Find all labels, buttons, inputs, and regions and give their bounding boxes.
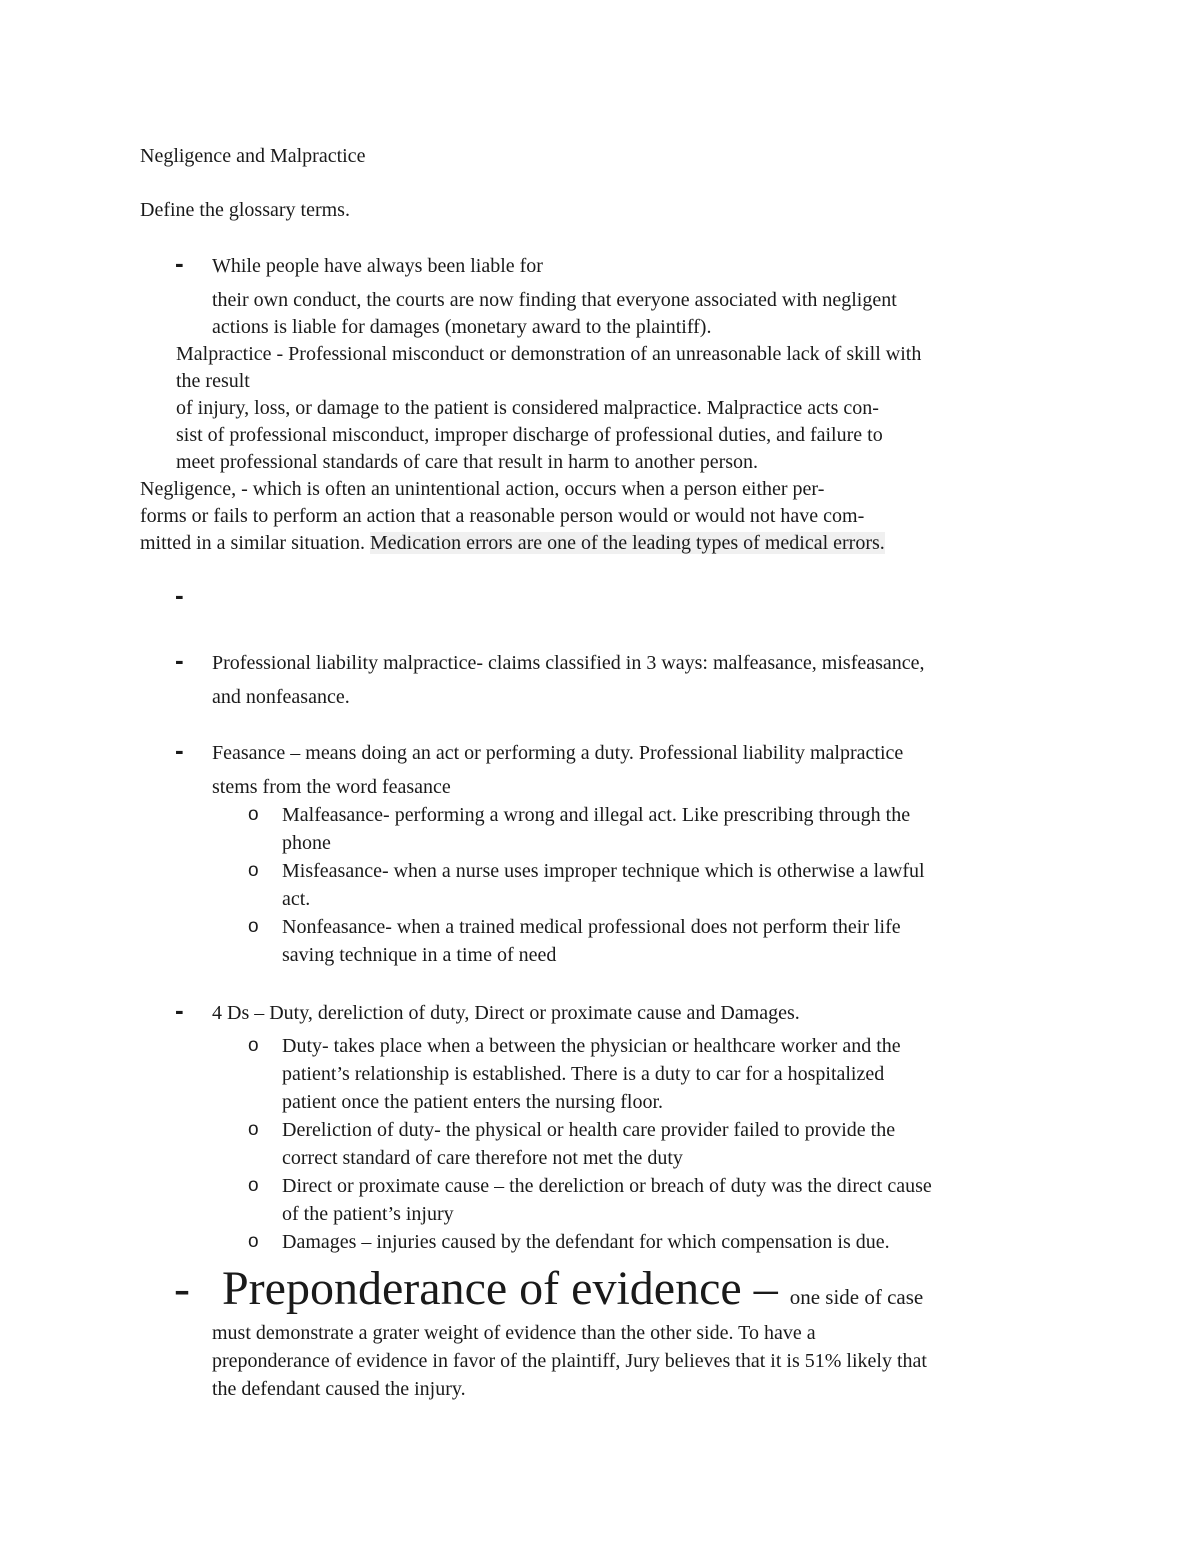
bullet-dash: - [175,248,184,278]
list-item [248,1032,901,1116]
intro-line-2: their own conduct, the courts are now finding that everyone associated with negligent [212,289,897,311]
list-item [248,1172,932,1228]
bullet-dash: - [175,645,184,675]
bullet-dash: - [175,995,184,1025]
negligence-line-3a: mitted in a similar situation. [140,532,370,554]
four-ds-line-1: 4 Ds – Duty, dereliction of duty, Direct or proximate cause and Damages. [212,1002,800,1024]
preponderance-heading: Preponderance of evidence – [221,1262,778,1315]
list-item-line: Nonfeasance- when a trained medical professional does not perform their life [282,916,901,938]
list-item-line: saving technique in a time of need [282,944,557,966]
list-item-line: Dereliction of duty- the physical or health care provider failed to provide the [282,1119,896,1141]
feasance-line-2: stems from the word feasance [212,776,451,798]
professional-liability-line-1: Professional liability malpractice- claims classified in 3 ways: malfeasance, misfeasance, [212,652,925,674]
list-item [248,857,925,913]
list-item [248,913,901,969]
negligence-line-2: forms or fails to perform an action that a reasonable person would or would not have com- [140,505,865,527]
list-item-line: Direct or proximate cause – the dereliction or breach of duty was the direct cause [282,1175,932,1197]
negligence-line-3 [140,530,885,557]
intro-line-1: While people have always been liable for [212,255,543,277]
instruction-text: Define the glossary terms. [140,199,350,221]
bullet-dash: - [175,735,184,765]
preponderance-heading-tail: one side of case [789,1285,924,1309]
sub-bullet-marker: o [248,1119,259,1140]
list-item-line: act. [282,888,311,910]
list-item-line: patient once the patient enters the nursing floor. [282,1091,663,1113]
sub-bullet-marker: o [248,916,259,937]
list-item [248,1116,896,1172]
list-item-line: Misfeasance- when a nurse uses improper technique which is otherwise a lawful [282,860,925,882]
list-item-line: phone [282,832,331,854]
list-item [248,801,911,857]
negligence-line-1: Negligence, - which is often an unintentional action, occurs when a person either per- [140,478,825,500]
list-item-line: correct standard of care therefore not met the duty [282,1147,683,1169]
preponderance-dash: - [174,1262,190,1315]
professional-liability-line-2: and nonfeasance. [212,686,350,708]
sub-bullet-marker: o [248,804,259,825]
list-item-line: Damages – injuries caused by the defendant for which compensation is due. [282,1231,890,1253]
malpractice-line-2: the result [176,370,250,392]
intro-line-3: actions is liable for damages (monetary award to the plaintiff). [212,316,712,338]
list-item-line: Malfeasance- performing a wrong and illegal act. Like prescribing through the [282,804,911,826]
list-item-line: patient’s relationship is established. There is a duty to car for a hospitalized [282,1063,885,1085]
malpractice-line-5: meet professional standards of care that result in harm to another person. [176,451,759,473]
preponderance-line-2: must demonstrate a grater weight of evidence than the other side. To have a [212,1322,816,1344]
list-item-line: of the patient’s injury [282,1203,454,1225]
preponderance-heading-row [174,1262,923,1324]
sub-bullet-marker: o [248,1231,259,1252]
sub-bullet-marker: o [248,860,259,881]
feasance-line-1: Feasance – means doing an act or performing a duty. Professional liability malpractice [212,742,904,764]
page-title: Negligence and Malpractice [140,145,366,167]
malpractice-line-1: Malpractice - Professional misconduct or demonstration of an unreasonable lack of skill with [176,343,922,365]
malpractice-line-3: of injury, loss, or damage to the patient is considered malpractice. Malpractice acts con- [176,397,879,419]
preponderance-line-3: preponderance of evidence in favor of the plaintiff, Jury believes that it is 51% likely that [212,1350,927,1372]
highlighted-sentence: Medication errors are one of the leading types of medical errors. [369,532,885,554]
list-item-line: Duty- takes place when a between the physician or healthcare worker and the [282,1035,901,1057]
list-item [248,1228,890,1256]
sub-bullet-marker: o [248,1175,259,1196]
bullet-dash-empty: - [175,580,184,610]
preponderance-line-4: the defendant caused the injury. [212,1378,466,1400]
sub-bullet-marker: o [248,1035,259,1056]
malpractice-line-4: sist of professional misconduct, improper discharge of professional duties, and failure to [176,424,883,446]
